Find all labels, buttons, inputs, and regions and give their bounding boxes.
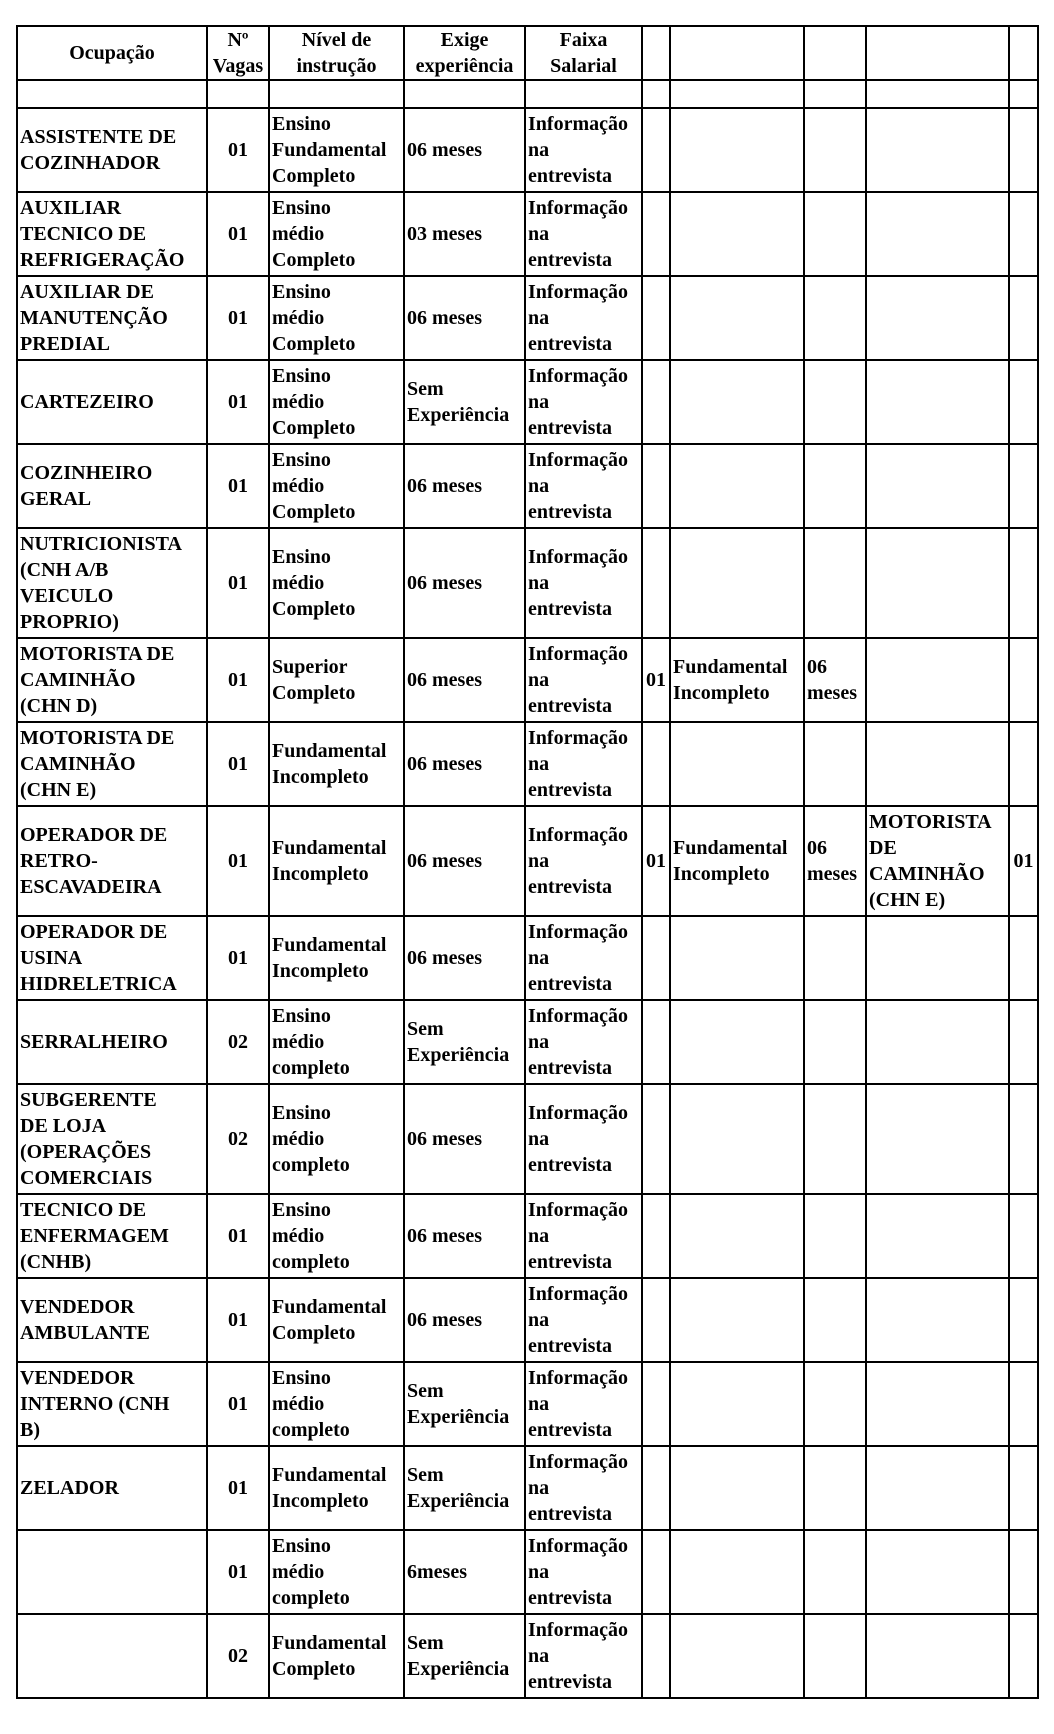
table-cell: OPERADOR DE USINA HIDRELETRICA xyxy=(17,916,207,1000)
table-cell: MOTORISTA DE CAMINHÃO (CHN E) xyxy=(17,722,207,806)
table-cell xyxy=(670,916,804,1000)
header-extra-2 xyxy=(670,26,804,80)
table-cell: 06 meses xyxy=(804,806,866,916)
table-cell xyxy=(207,80,269,108)
table-cell: 06 meses xyxy=(404,108,525,192)
table-cell: 6meses xyxy=(404,1530,525,1614)
table-cell: 01 xyxy=(642,638,670,722)
table-cell xyxy=(642,192,670,276)
table-cell: CARTEZEIRO xyxy=(17,360,207,444)
table-cell xyxy=(642,108,670,192)
table-cell xyxy=(866,916,1009,1000)
table-cell: 02 xyxy=(207,1084,269,1194)
table-cell xyxy=(1009,1530,1038,1614)
table-cell: Informação na entrevista xyxy=(525,806,642,916)
table-cell: Sem Experiência xyxy=(404,360,525,444)
table-cell xyxy=(670,1194,804,1278)
table-cell: 06 meses xyxy=(404,806,525,916)
table-row xyxy=(17,1194,1038,1278)
table-cell: 01 xyxy=(207,276,269,360)
table-cell xyxy=(670,1084,804,1194)
table-body xyxy=(17,80,1038,1698)
table-cell: 01 xyxy=(207,1278,269,1362)
table-cell: Fundamental Incompleto xyxy=(670,638,804,722)
table-cell: 01 xyxy=(207,916,269,1000)
header-row xyxy=(17,26,1038,80)
table-cell xyxy=(670,1614,804,1698)
table-cell: 06 meses xyxy=(404,1278,525,1362)
table-cell xyxy=(804,444,866,528)
table-cell xyxy=(670,528,804,638)
header-extra-1 xyxy=(642,26,670,80)
table-cell xyxy=(866,638,1009,722)
table-cell: 03 meses xyxy=(404,192,525,276)
table-cell xyxy=(1009,1362,1038,1446)
table-cell: MOTORISTA DE CAMINHÃO (CHN E) xyxy=(866,806,1009,916)
table-cell xyxy=(1009,444,1038,528)
table-cell: Informação na entrevista xyxy=(525,1362,642,1446)
table-cell: Informação na entrevista xyxy=(525,276,642,360)
table-cell: Fundamental Incompleto xyxy=(269,806,404,916)
table-cell: NUTRICIONISTA (CNH A/B VEICULO PROPRIO) xyxy=(17,528,207,638)
table-cell: ZELADOR xyxy=(17,1446,207,1530)
table-cell: 01 xyxy=(207,1530,269,1614)
table-cell: 06 meses xyxy=(404,276,525,360)
table-cell xyxy=(866,1084,1009,1194)
table-cell xyxy=(804,1530,866,1614)
table-cell: Sem Experiência xyxy=(404,1446,525,1530)
table-row xyxy=(17,192,1038,276)
table-cell xyxy=(1009,192,1038,276)
table-cell xyxy=(670,276,804,360)
table-cell: Informação na entrevista xyxy=(525,1614,642,1698)
table-cell xyxy=(866,1446,1009,1530)
table-cell xyxy=(1009,80,1038,108)
table-cell: 01 xyxy=(207,722,269,806)
table-cell xyxy=(642,1530,670,1614)
table-cell: Fundamental Completo xyxy=(269,1278,404,1362)
table-cell xyxy=(866,192,1009,276)
table-cell: Fundamental Incompleto xyxy=(670,806,804,916)
table-cell: Sem Experiência xyxy=(404,1614,525,1698)
table-cell xyxy=(670,1530,804,1614)
table-cell xyxy=(670,1278,804,1362)
table-cell: Ensino médio Completo xyxy=(269,444,404,528)
table-cell xyxy=(804,276,866,360)
table-cell xyxy=(804,108,866,192)
table-row xyxy=(17,1530,1038,1614)
table-cell xyxy=(866,528,1009,638)
table-row xyxy=(17,360,1038,444)
table-cell xyxy=(17,80,207,108)
table-cell xyxy=(17,1530,207,1614)
table-cell xyxy=(642,1084,670,1194)
header-vagas: Nº Vagas xyxy=(207,26,269,80)
table-cell xyxy=(642,1362,670,1446)
table-cell xyxy=(866,1362,1009,1446)
table-cell xyxy=(866,276,1009,360)
table-cell xyxy=(670,1000,804,1084)
table-cell: OPERADOR DE RETRO- ESCAVADEIRA xyxy=(17,806,207,916)
table-cell xyxy=(1009,1278,1038,1362)
table-cell xyxy=(1009,1446,1038,1530)
table-cell: 01 xyxy=(207,360,269,444)
table-row xyxy=(17,108,1038,192)
table-cell: Informação na entrevista xyxy=(525,444,642,528)
table-cell: Ensino médio completo xyxy=(269,1000,404,1084)
table-cell: Sem Experiência xyxy=(404,1362,525,1446)
table-cell: Ensino médio Completo xyxy=(269,192,404,276)
table-cell: Fundamental Incompleto xyxy=(269,722,404,806)
table-cell: TECNICO DE ENFERMAGEM (CNHB) xyxy=(17,1194,207,1278)
table-cell: Fundamental Incompleto xyxy=(269,1446,404,1530)
table-cell: 01 xyxy=(207,1362,269,1446)
table-cell: Informação na entrevista xyxy=(525,528,642,638)
table-cell xyxy=(804,1084,866,1194)
table-cell: Informação na entrevista xyxy=(525,1000,642,1084)
table-cell xyxy=(642,1278,670,1362)
table-cell xyxy=(642,528,670,638)
table-cell: Ensino médio completo xyxy=(269,1530,404,1614)
table-cell xyxy=(804,1614,866,1698)
table-cell xyxy=(670,444,804,528)
header-nivel: Nível de instrução xyxy=(269,26,404,80)
table-cell xyxy=(804,916,866,1000)
table-cell xyxy=(670,108,804,192)
table-cell: VENDEDOR AMBULANTE xyxy=(17,1278,207,1362)
table-row xyxy=(17,1614,1038,1698)
table-cell xyxy=(1009,528,1038,638)
table-cell xyxy=(866,1194,1009,1278)
table-cell: Ensino médio completo xyxy=(269,1362,404,1446)
table-cell: 01 xyxy=(207,528,269,638)
table-cell: Informação na entrevista xyxy=(525,192,642,276)
table-cell xyxy=(866,1278,1009,1362)
table-cell: 06 meses xyxy=(804,638,866,722)
table-cell xyxy=(670,192,804,276)
table-cell: 06 meses xyxy=(404,1194,525,1278)
table-cell: Ensino médio completo xyxy=(269,1084,404,1194)
table-row xyxy=(17,722,1038,806)
table-row xyxy=(17,444,1038,528)
table-cell xyxy=(866,80,1009,108)
table-cell: Ensino médio Completo xyxy=(269,276,404,360)
table-cell: Informação na entrevista xyxy=(525,722,642,806)
table-cell: Informação na entrevista xyxy=(525,108,642,192)
table-cell: 01 xyxy=(207,444,269,528)
table-row xyxy=(17,916,1038,1000)
table-cell: Superior Completo xyxy=(269,638,404,722)
table-cell: Fundamental Completo xyxy=(269,1614,404,1698)
header-extra-3 xyxy=(804,26,866,80)
table-cell xyxy=(1009,638,1038,722)
table-cell: 02 xyxy=(207,1614,269,1698)
table-cell: 06 meses xyxy=(404,916,525,1000)
table-cell: Informação na entrevista xyxy=(525,1278,642,1362)
table-cell xyxy=(642,1194,670,1278)
table-cell xyxy=(642,722,670,806)
table-cell xyxy=(670,80,804,108)
table-cell xyxy=(642,80,670,108)
header-extra-5 xyxy=(1009,26,1038,80)
table-cell: Ensino Fundamental Completo xyxy=(269,108,404,192)
table-cell xyxy=(804,1194,866,1278)
table-cell: Informação na entrevista xyxy=(525,1084,642,1194)
table-cell xyxy=(1009,1084,1038,1194)
table-cell xyxy=(804,722,866,806)
table-cell xyxy=(525,80,642,108)
table-cell xyxy=(642,916,670,1000)
table-cell xyxy=(1009,360,1038,444)
table-cell: VENDEDOR INTERNO (CNH B) xyxy=(17,1362,207,1446)
table-cell xyxy=(866,722,1009,806)
table-cell xyxy=(804,192,866,276)
header-ocupacao: Ocupação xyxy=(17,26,207,80)
table-cell: 02 xyxy=(207,1000,269,1084)
table-cell: Ensino médio Completo xyxy=(269,360,404,444)
table-cell xyxy=(642,1000,670,1084)
table-row xyxy=(17,1084,1038,1194)
table-cell xyxy=(404,80,525,108)
table-cell: Informação na entrevista xyxy=(525,360,642,444)
table-cell: COZINHEIRO GERAL xyxy=(17,444,207,528)
table-cell xyxy=(804,1000,866,1084)
table-cell: Informação na entrevista xyxy=(525,916,642,1000)
table-row xyxy=(17,528,1038,638)
table-cell: 06 meses xyxy=(404,528,525,638)
table-cell xyxy=(1009,276,1038,360)
table-cell: 01 xyxy=(207,638,269,722)
table-cell xyxy=(866,444,1009,528)
table-cell xyxy=(17,1614,207,1698)
table-cell: 01 xyxy=(207,192,269,276)
table-cell xyxy=(1009,108,1038,192)
table-cell xyxy=(804,1446,866,1530)
table-cell: 01 xyxy=(207,1446,269,1530)
table-cell: 01 xyxy=(1009,806,1038,916)
table-cell: MOTORISTA DE CAMINHÃO (CHN D) xyxy=(17,638,207,722)
table-cell: SERRALHEIRO xyxy=(17,1000,207,1084)
table-cell xyxy=(1009,1194,1038,1278)
table-cell xyxy=(866,1614,1009,1698)
table-cell: 06 meses xyxy=(404,444,525,528)
table-cell xyxy=(804,360,866,444)
table-cell xyxy=(866,1530,1009,1614)
table-cell: 06 meses xyxy=(404,722,525,806)
table-cell: 06 meses xyxy=(404,638,525,722)
table-cell xyxy=(642,444,670,528)
table-cell xyxy=(866,360,1009,444)
table-cell xyxy=(866,1000,1009,1084)
table-cell xyxy=(1009,1000,1038,1084)
table-cell: 06 meses xyxy=(404,1084,525,1194)
blank-row xyxy=(17,80,1038,108)
table-cell: Informação na entrevista xyxy=(525,1194,642,1278)
table-cell xyxy=(1009,916,1038,1000)
table-cell xyxy=(642,1614,670,1698)
table-row xyxy=(17,1362,1038,1446)
table-cell xyxy=(642,276,670,360)
table-cell: Informação na entrevista xyxy=(525,638,642,722)
table-row xyxy=(17,638,1038,722)
table-cell: Ensino médio Completo xyxy=(269,528,404,638)
table-cell xyxy=(642,360,670,444)
table-row xyxy=(17,806,1038,916)
table-cell xyxy=(804,80,866,108)
table-cell xyxy=(1009,722,1038,806)
header-faixa: Faixa Salarial xyxy=(525,26,642,80)
table-cell: 01 xyxy=(207,806,269,916)
table-cell: 01 xyxy=(642,806,670,916)
table-cell: SUBGERENTE DE LOJA (OPERAÇÕES COMERCIAIS xyxy=(17,1084,207,1194)
table-cell xyxy=(804,1362,866,1446)
table-row xyxy=(17,1000,1038,1084)
table-cell: 01 xyxy=(207,108,269,192)
table-cell: Informação na entrevista xyxy=(525,1530,642,1614)
table-cell: Informação na entrevista xyxy=(525,1446,642,1530)
table-cell: Ensino médio completo xyxy=(269,1194,404,1278)
table-cell xyxy=(866,108,1009,192)
table-cell: Sem Experiência xyxy=(404,1000,525,1084)
table-cell: 01 xyxy=(207,1194,269,1278)
table-row xyxy=(17,1446,1038,1530)
table-row xyxy=(17,1278,1038,1362)
table-row xyxy=(17,276,1038,360)
table-cell: AUXILIAR DE MANUTENÇÃO PREDIAL xyxy=(17,276,207,360)
table-cell xyxy=(642,1446,670,1530)
table-cell xyxy=(670,1446,804,1530)
table-cell xyxy=(1009,1614,1038,1698)
header-experiencia: Exige experiência xyxy=(404,26,525,80)
table-cell xyxy=(804,1278,866,1362)
table-cell xyxy=(670,360,804,444)
job-openings-table xyxy=(16,25,1039,1699)
table-cell xyxy=(670,722,804,806)
table-cell xyxy=(269,80,404,108)
table-cell: ASSISTENTE DE COZINHADOR xyxy=(17,108,207,192)
table-cell xyxy=(804,528,866,638)
table-cell: Fundamental Incompleto xyxy=(269,916,404,1000)
table-cell xyxy=(670,1362,804,1446)
table-cell: AUXILIAR TECNICO DE REFRIGERAÇÃO xyxy=(17,192,207,276)
header-extra-4 xyxy=(866,26,1009,80)
